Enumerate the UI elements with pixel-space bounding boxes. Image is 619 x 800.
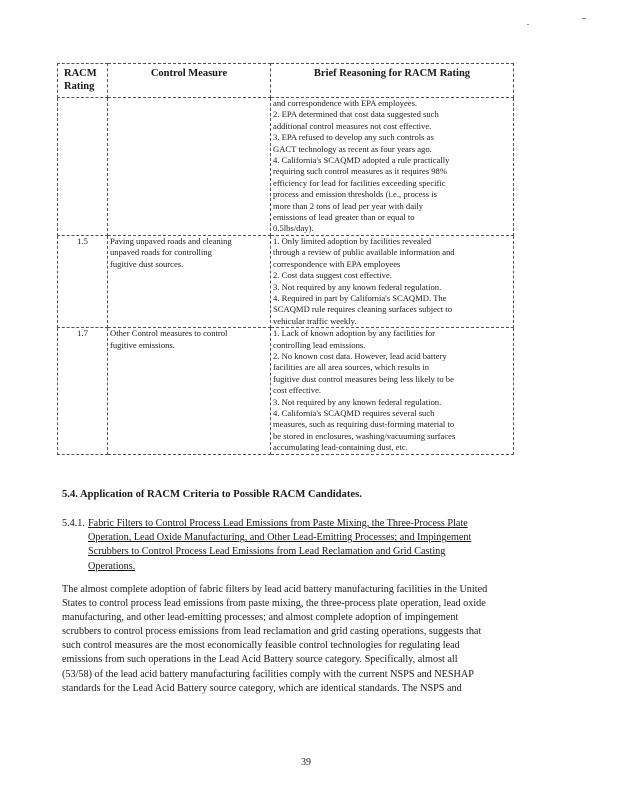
paragraph-line: scrubbers to control process emissions from lead reclamation and grid casting operations, suggests that: [62, 626, 482, 638]
reasoning-line: 3. EPA refused to develop any such controls as: [273, 132, 434, 143]
table-row: [58, 235, 514, 327]
reasoning-line: efficiency for lead for facilities exceeding specific: [273, 177, 446, 188]
reasoning-line: 1. Lack of known adoption by any facilities for: [273, 328, 436, 339]
control-measure-cell: [108, 235, 271, 327]
reasoning-line: cost effective.: [273, 385, 322, 396]
reasoning-line: fugitive dust control measures being less likely to be: [273, 373, 454, 384]
racm-rating-cell: [58, 98, 108, 236]
reasoning-line: SCAQMD rule requires cleaning surfaces subject to: [273, 304, 452, 315]
control-measure-line: fugitive dust sources.: [110, 258, 184, 269]
header-brief-reasoning: Brief Reasoning for RACM Rating: [271, 64, 514, 98]
subsection-title-line: Operation, Lead Oxide Manufacturing, and Other Lead-Emitting Processes; and Impingement: [88, 532, 472, 544]
scan-speck: [527, 24, 529, 25]
reasoning-line: through a review of public available information and: [273, 247, 455, 258]
reasoning-cell: [271, 98, 514, 236]
table-body: [58, 98, 514, 455]
paragraph-line: (53/58) of the lead acid battery manufacturing facilities comply with the current NSPS and NESHAP: [62, 668, 474, 680]
control-measure-line: fugitive emissions.: [110, 339, 175, 350]
subsection-title-line: Fabric Filters to Control Process Lead Emissions from Paste Mixing, the Three-Process Plate: [88, 518, 468, 529]
reasoning-line: requiring such control measures as it requires 98%: [273, 166, 447, 177]
page-number: 39: [301, 757, 311, 768]
subsection-title-line: Scrubbers to Control Process Lead Emissions from Lead Reclamation and Grid Casting: [88, 546, 446, 558]
reasoning-line: controlling lead emissions.: [273, 339, 366, 350]
control-measure-line: unpaved roads for controlling: [110, 247, 212, 258]
table-row: [58, 98, 514, 236]
reasoning-line: 1. Only limited adoption by facilities revealed: [273, 235, 432, 246]
reasoning-line: process and emission thresholds (i.e., process is: [273, 189, 437, 200]
reasoning-line: vehicular traffic weekly.: [273, 315, 357, 326]
control-measure-cell: [108, 98, 271, 236]
reasoning-line: 4. California's SCAQMD requires several such: [273, 407, 435, 418]
racm-rating-cell: 1.7: [58, 328, 108, 454]
table-header-row: [58, 64, 514, 98]
reasoning-line: facilities are all area sources, which results in: [273, 362, 430, 373]
body-paragraph: [62, 583, 562, 696]
header-racm-rating: RACM Rating: [58, 64, 108, 98]
reasoning-line: 3. Not required by any known federal regulation.: [273, 281, 442, 292]
racm-rating-cell: 1.5: [58, 235, 108, 327]
reasoning-line: 4. California's SCAQMD adopted a rule practically: [273, 155, 450, 166]
paragraph-line: emissions from such operations in the Lead Acid Battery source category. Specifically, almost all: [62, 654, 458, 666]
subsection-title: [88, 517, 568, 574]
reasoning-line: and correspondence with EPA employees.: [273, 98, 418, 108]
paragraph-line: States to control process lead emissions from paste mixing, the three-process plate operation, lead oxide: [62, 598, 486, 610]
subsection-title-line: Operations.: [88, 560, 136, 572]
paragraph-line: such control measures are the most economically feasible control technologies for regulating lead: [62, 640, 460, 652]
subsection-number: 5.4.1.: [62, 518, 85, 529]
reasoning-line: 2. No known cost data. However, lead acid battery: [273, 350, 447, 361]
reasoning-line: measures, such as requiring dust-forming material to: [273, 419, 455, 430]
reasoning-line: 0.5lbs/day).: [273, 223, 314, 234]
section-title: 5.4. Application of RACM Criteria to Possible RACM Candidates.: [62, 489, 362, 500]
reasoning-line: additional control measures not cost effective.: [273, 120, 432, 131]
reasoning-line: 3. Not required by any known federal regulation.: [273, 396, 442, 407]
reasoning-line: emissions of lead greater than or equal to: [273, 212, 415, 223]
reasoning-line: correspondence with EPA employees: [273, 258, 401, 269]
table-row: [58, 328, 514, 454]
reasoning-line: 2. Cost data suggest cost effective.: [273, 270, 392, 281]
reasoning-line: 2. EPA determined that cost data suggested such: [273, 109, 439, 120]
reasoning-line: be stored in enclosures, washing/vacuuming surfaces: [273, 430, 456, 441]
reasoning-cell: [271, 328, 514, 454]
control-measure-line: Other Control measures to control: [110, 328, 228, 339]
paragraph-line: standards for the Lead Acid Battery source category, which are identical standards. The NSPS and: [62, 682, 462, 694]
paragraph-line: manufacturing, and other lead-emitting processes; and almost complete adoption of impingement: [62, 612, 459, 624]
reasoning-line: accumulating lead-containing dust, etc.: [273, 442, 408, 453]
racm-table: [57, 63, 514, 455]
reasoning-line: GACT technology as recent as four years ago.: [273, 143, 432, 154]
reasoning-line: 4. Required in part by California's SCAQMD. The: [273, 292, 447, 303]
control-measure-line: Paving unpaved roads and cleaning: [110, 235, 232, 246]
control-measure-cell: [108, 328, 271, 454]
reasoning-line: more than 2 tons of lead per year with daily: [273, 200, 424, 211]
reasoning-cell: [271, 235, 514, 327]
header-control-measure: Control Measure: [108, 64, 271, 98]
scan-speck: [582, 18, 586, 19]
paragraph-line: The almost complete adoption of fabric filters by lead acid battery manufacturing facilities in the United: [62, 584, 488, 595]
